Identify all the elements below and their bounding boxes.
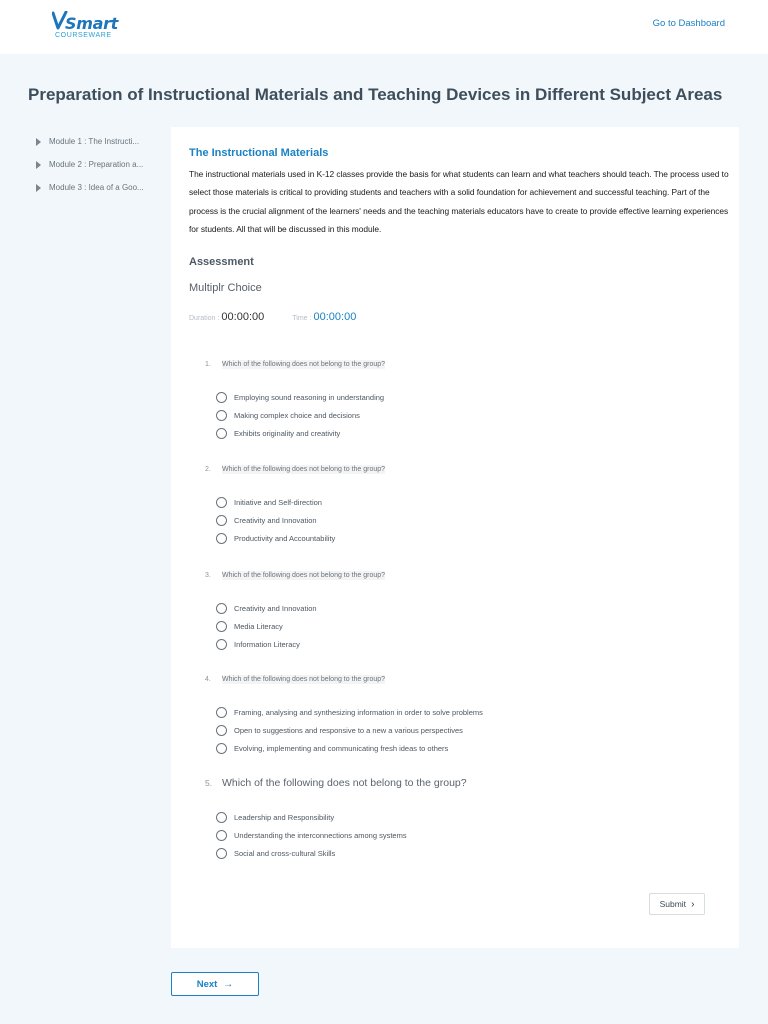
question-2: [205, 462, 385, 548]
question-text: Which of the following does not belong to the group?: [222, 675, 386, 683]
go-to-dashboard-link[interactable]: Go to Dashboard: [652, 18, 725, 29]
next-label: Next: [196, 978, 218, 990]
question-text: Which of the following does not belong to the group?: [222, 571, 386, 579]
radio-button[interactable]: [216, 497, 227, 508]
question-text: Which of the following does not belong to the group?: [222, 465, 386, 473]
option-label: Social and cross-cultural Skills: [234, 849, 336, 859]
radio-button[interactable]: [216, 603, 227, 614]
answer-option[interactable]: [216, 511, 385, 529]
answer-option[interactable]: [216, 636, 385, 654]
radio-button[interactable]: [216, 533, 227, 544]
question-1: [205, 357, 385, 443]
option-label: Framing, analysing and synthesizing information in order to solve problems: [234, 707, 483, 717]
question-header: [205, 357, 385, 371]
answer-option[interactable]: [216, 425, 385, 443]
option-label: Information Literacy: [234, 640, 300, 650]
radio-button[interactable]: [216, 848, 227, 859]
question-number: 1.: [205, 360, 211, 368]
sidebar-item-label: Module 3 : Idea of a Goo...: [49, 183, 144, 192]
sidebar-item-module-2[interactable]: [36, 153, 166, 176]
question-header: [205, 776, 467, 790]
module-content-card: [171, 127, 739, 948]
caret-right-icon: [36, 138, 41, 146]
module-description: The instructional materials used in K-12 classes provide the basis for what students can learn and what teachers should teach. The process used to select those materials is critical to providing students and teachers with a solid foundation for achievement and successful teaching. Part of the process is the crucial alignment of the learners' needs and the teaching materials educators have to create to provide effective learning experiences for students. All that will be discussed in this module.: [189, 169, 729, 234]
radio-button[interactable]: [216, 428, 227, 439]
timer-row: [189, 311, 384, 327]
answer-option[interactable]: [216, 617, 385, 635]
time-label: Time: [292, 315, 308, 322]
duration-colon: :: [217, 315, 220, 322]
next-button[interactable]: [171, 972, 259, 996]
assessment-title: Assessment: [189, 256, 254, 268]
answer-option[interactable]: [216, 530, 385, 548]
answer-option[interactable]: [216, 388, 385, 406]
answer-option[interactable]: [216, 740, 483, 758]
time-value: 00:00:00: [313, 311, 357, 323]
radio-button[interactable]: [216, 812, 227, 823]
options-list: [216, 703, 483, 758]
answer-option[interactable]: [216, 599, 385, 617]
answer-option[interactable]: [216, 845, 467, 863]
duration-label: Duration: [189, 315, 216, 322]
sidebar-item-module-3[interactable]: [36, 176, 166, 199]
option-label: Making complex choice and decisions: [234, 410, 360, 420]
option-label: Evolving, implementing and communicating fresh ideas to others: [234, 744, 449, 754]
option-label: Media Literacy: [234, 621, 283, 631]
option-label: Initiative and Self-direction: [234, 497, 322, 507]
options-list: [216, 388, 385, 443]
question-number: 2.: [205, 465, 211, 473]
answer-option[interactable]: [216, 406, 385, 424]
question-text: Which of the following does not belong to the group?: [222, 777, 467, 789]
option-label: Understanding the interconnections among systems: [234, 830, 407, 840]
caret-right-icon: [36, 184, 41, 192]
sidebar-item-label: Module 1 : The Instructi...: [49, 137, 140, 146]
question-header: [205, 672, 483, 686]
option-label: Open to suggestions and responsive to a new a various perspectives: [234, 725, 463, 735]
radio-button[interactable]: [216, 410, 227, 421]
radio-button[interactable]: [216, 639, 227, 650]
submit-label: Submit: [659, 899, 687, 909]
question-number: 3.: [205, 571, 211, 579]
sidebar-item-module-1[interactable]: [36, 130, 166, 153]
radio-button[interactable]: [216, 621, 227, 632]
radio-button[interactable]: [216, 830, 227, 841]
options-list: [216, 808, 467, 863]
submit-button[interactable]: [649, 893, 705, 915]
question-4: [205, 672, 483, 758]
question-number: 4.: [205, 675, 211, 683]
option-label: Creativity and Innovation: [234, 603, 317, 613]
vsmart-logo[interactable]: [52, 11, 132, 41]
option-label: Productivity and Accountability: [234, 534, 336, 544]
duration-value: 00:00:00: [221, 311, 265, 323]
options-list: [216, 493, 385, 548]
sidebar-item-label: Module 2 : Preparation a...: [49, 160, 144, 169]
option-label: Creativity and Innovation: [234, 515, 317, 525]
answer-option[interactable]: [216, 493, 385, 511]
module-title: The Instructional Materials: [189, 147, 329, 159]
radio-button[interactable]: [216, 743, 227, 754]
option-label: Exhibits originality and creativity: [234, 429, 341, 439]
chevron-right-icon: ›: [691, 898, 695, 910]
logo-subtext: COURSEWARE: [55, 32, 112, 39]
top-bar: [0, 0, 768, 54]
answer-option[interactable]: [216, 721, 483, 739]
time-colon: :: [309, 315, 312, 322]
assessment-type: Multiplr Choice: [189, 282, 262, 294]
radio-button[interactable]: [216, 515, 227, 526]
question-3: [205, 568, 385, 654]
options-list: [216, 599, 385, 654]
caret-right-icon: [36, 161, 41, 169]
question-number: 5.: [205, 778, 213, 788]
arrow-right-icon: →: [223, 978, 234, 990]
radio-button[interactable]: [216, 725, 227, 736]
question-text: Which of the following does not belong to the group?: [222, 360, 386, 368]
radio-button[interactable]: [216, 707, 227, 718]
radio-button[interactable]: [216, 392, 227, 403]
page-title: Preparation of Instructional Materials and Teaching Devices in Different Subject Areas: [28, 85, 723, 104]
question-header: [205, 568, 385, 582]
question-header: [205, 462, 385, 476]
module-sidebar: [36, 130, 166, 199]
answer-option[interactable]: [216, 703, 483, 721]
question-5: [205, 776, 467, 863]
logo-text: Smart: [65, 14, 119, 33]
answer-option[interactable]: [216, 808, 467, 826]
option-label: Employing sound reasoning in understanding: [234, 392, 385, 402]
option-label: Leadership and Responsibility: [234, 812, 335, 822]
answer-option[interactable]: [216, 826, 467, 844]
